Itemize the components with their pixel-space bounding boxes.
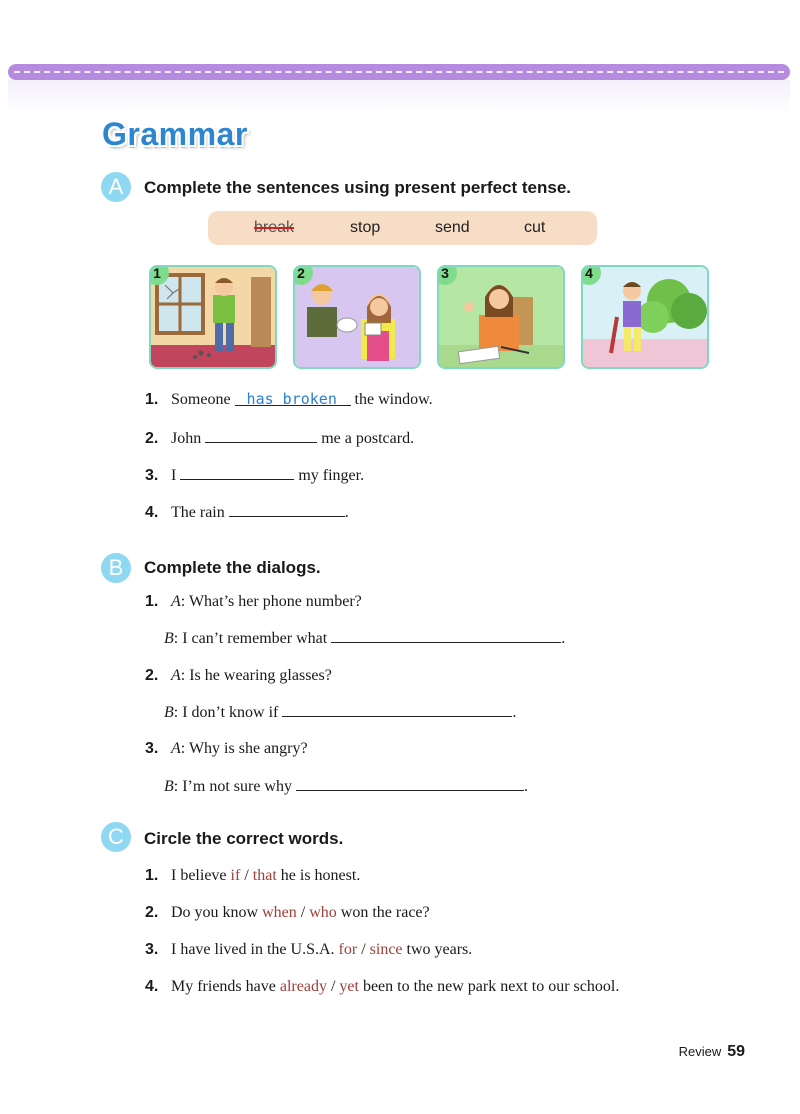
word-bank-item: send	[435, 219, 470, 236]
picture-3-cut-finger	[437, 265, 565, 369]
answer-blank[interactable]: has broken	[235, 390, 351, 406]
item-text: my finger.	[294, 467, 365, 484]
part-a-item-3	[145, 464, 364, 485]
dialog-end: .	[561, 630, 566, 647]
word-option[interactable]: who	[309, 904, 337, 921]
footer-label: Review	[678, 1044, 722, 1059]
item-text: Someone	[171, 391, 235, 408]
dialog-line: : I can’t remember what	[173, 630, 332, 647]
word-option[interactable]: for	[338, 941, 358, 958]
part-a-badge: A	[101, 172, 131, 202]
part-b-instruction: Complete the dialogs.	[144, 558, 321, 577]
part-c-badge: C	[101, 822, 131, 852]
word-option[interactable]: that	[252, 867, 277, 884]
part-a-item-4	[145, 501, 349, 522]
item-number: 2.	[145, 430, 159, 447]
dialog-line: : What’s her phone number?	[180, 593, 362, 610]
word-option[interactable]: yet	[339, 978, 359, 995]
speaker-b: B	[164, 704, 174, 721]
answer-blank[interactable]	[282, 701, 512, 717]
item-number: 4.	[145, 978, 159, 995]
picture-number: 4	[581, 265, 601, 285]
part-c-item-2	[145, 904, 430, 922]
word-option[interactable]: if	[230, 867, 241, 884]
item-text: My friends have	[171, 978, 280, 995]
answer-blank[interactable]	[205, 427, 317, 443]
item-number: 3.	[145, 467, 159, 484]
dialog-line: : Why is she angry?	[180, 740, 308, 757]
top-fade	[8, 80, 790, 114]
option-separator: /	[326, 978, 340, 995]
speaker-a: A	[171, 740, 181, 757]
dialog-line: : I don’t know if	[173, 704, 283, 721]
page-number: 59	[727, 1043, 745, 1060]
part-a-item-1	[145, 390, 433, 409]
item-number: 2.	[145, 904, 159, 921]
answer-blank[interactable]	[229, 501, 345, 517]
item-text: me a postcard.	[317, 430, 415, 447]
speaker-b: B	[164, 630, 174, 647]
item-number: 1.	[145, 593, 159, 610]
item-text: he is honest.	[276, 867, 361, 884]
dialog-end: .	[523, 778, 528, 795]
item-number: 3.	[145, 740, 159, 757]
item-text: John	[171, 430, 206, 447]
speaker-a: A	[171, 667, 181, 684]
picture-2-postcard	[293, 265, 421, 369]
dialog-end: .	[512, 704, 517, 721]
word-bank-item: cut	[524, 219, 546, 236]
item-text: I	[171, 467, 181, 484]
part-b-item-1-b	[164, 627, 565, 648]
picture-number: 3	[437, 265, 457, 285]
word-option[interactable]: already	[279, 978, 327, 995]
dialog-line: : I’m not sure why	[173, 778, 296, 795]
part-b-badge: B	[101, 553, 131, 583]
item-number: 1.	[145, 867, 159, 884]
item-text: been to the new park next to our school.	[358, 978, 620, 995]
item-number: 1.	[145, 391, 159, 408]
word-option[interactable]: when	[262, 904, 297, 921]
word-bank	[208, 211, 597, 245]
part-a-instruction: Complete the sentences using present perfect tense.	[144, 178, 572, 197]
part-c-item-4	[145, 978, 619, 996]
part-b-item-3-a	[145, 740, 308, 758]
picture-4-rain-stopped	[581, 265, 709, 369]
item-text: two years.	[402, 941, 473, 958]
item-text: won the race?	[336, 904, 430, 921]
item-number: 2.	[145, 667, 159, 684]
word-bank-item: stop	[350, 219, 381, 236]
option-separator: /	[240, 867, 253, 884]
page-footer	[679, 1043, 745, 1061]
item-text: I have lived in the U.S.A.	[171, 941, 339, 958]
word-bank-item: break	[254, 219, 295, 236]
option-separator: /	[357, 941, 370, 958]
speaker-b: B	[164, 778, 174, 795]
part-c-item-1	[145, 867, 360, 885]
item-text: .	[344, 504, 349, 521]
picture-1-broken-window	[149, 265, 277, 369]
item-text: Do you know	[171, 904, 263, 921]
speaker-a: A	[171, 593, 181, 610]
item-number: 3.	[145, 941, 159, 958]
part-b-item-3-b	[164, 775, 528, 796]
picture-number: 1	[149, 265, 169, 285]
part-c-instruction: Circle the correct words.	[144, 829, 344, 848]
word-option[interactable]: since	[369, 941, 403, 958]
option-separator: /	[296, 904, 310, 921]
item-text: The rain	[171, 504, 229, 521]
answer-blank[interactable]	[180, 464, 294, 480]
answer-blank[interactable]	[296, 775, 524, 791]
part-b-item-2-b	[164, 701, 516, 722]
item-text: I believe	[171, 867, 231, 884]
item-text: the window.	[350, 391, 433, 408]
picture-number: 2	[293, 265, 313, 285]
answer-blank[interactable]	[331, 627, 561, 643]
section-title: Grammar	[102, 116, 248, 152]
part-b-item-1-a	[145, 593, 362, 611]
part-c-item-3	[145, 941, 472, 959]
part-b-item-2-a	[145, 667, 332, 685]
decorative-top-band	[8, 64, 790, 80]
dialog-line: : Is he wearing glasses?	[180, 667, 332, 684]
item-number: 4.	[145, 504, 159, 521]
part-a-item-2	[145, 427, 414, 448]
